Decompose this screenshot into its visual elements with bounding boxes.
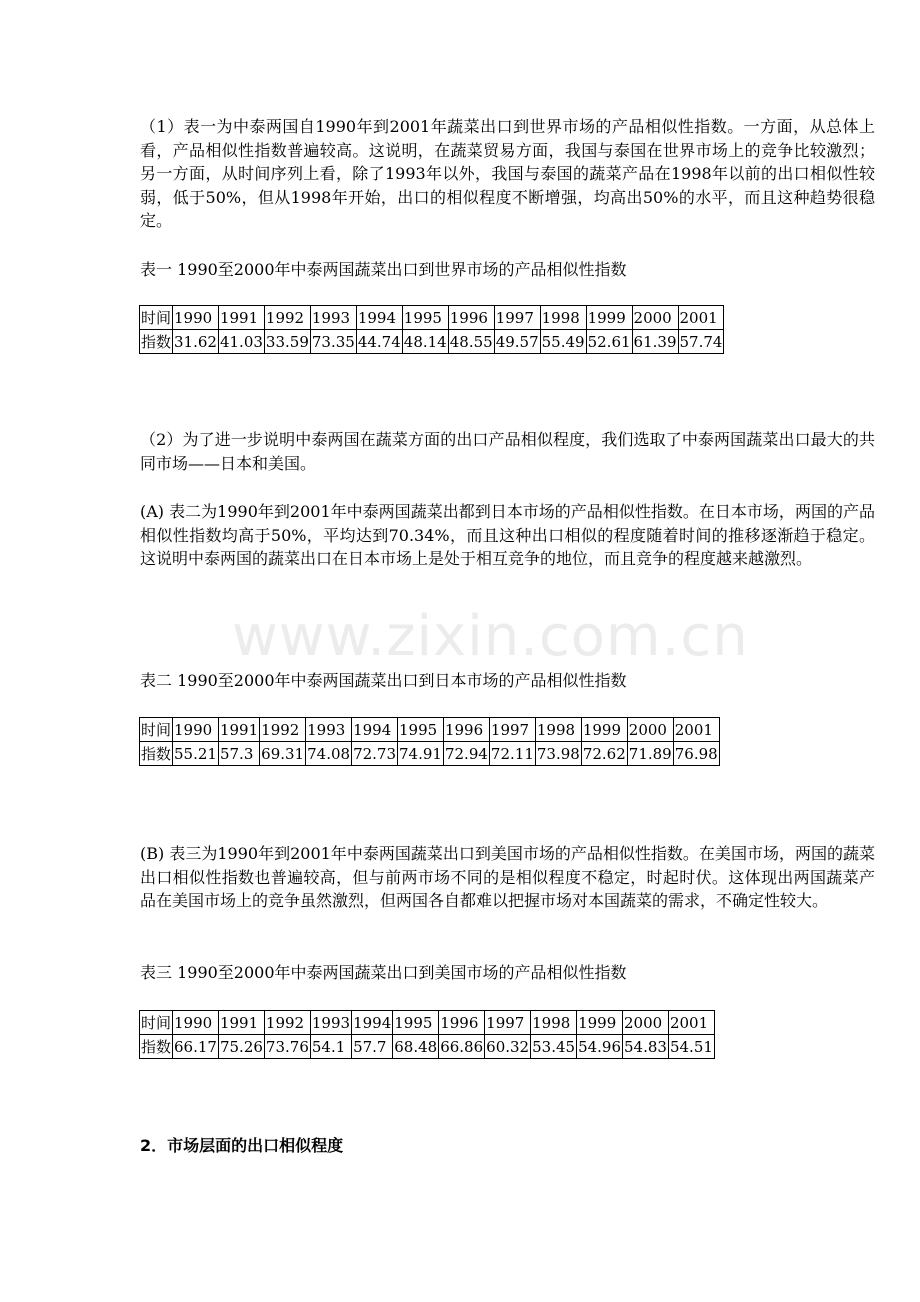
table1-year-cell: 2001 bbox=[678, 306, 724, 330]
table3-year-cell: 1992 bbox=[264, 1011, 310, 1035]
paragraph-1: （1）表一为中泰两国自1990年到2001年蔬菜出口到世界市场的产品相似性指数。一方面，从总体上看，产品相似性指数普遍较高。这说明，在蔬菜贸易方面，我国与泰国在世界市场上的竞争比较激烈；另一方面，从时间序列上看，除了1993年以外，我国与泰国的蔬菜产品在1998年以前的出口相似性较弱，低于50%，但从1998年开始，出口的相似程度不断增强，均高出50%的水平，而且这种趋势很稳定。 bbox=[140, 117, 875, 230]
table2-value-cell: 57.3 bbox=[218, 742, 259, 766]
table2-value-cell: 69.31 bbox=[260, 742, 306, 766]
table2-year-cell: 1994 bbox=[352, 718, 398, 742]
table3-year-cell: 1998 bbox=[531, 1011, 577, 1035]
table1-world-market bbox=[139, 305, 724, 354]
table1-value-cell: 55.49 bbox=[540, 330, 586, 354]
table1-value-cell: 31.62 bbox=[173, 330, 219, 354]
table1-year-cell: 1996 bbox=[448, 306, 494, 330]
table3-value-cell: 66.86 bbox=[439, 1035, 485, 1059]
table2-value-cell: 72.11 bbox=[489, 742, 535, 766]
table1-value-cell: 52.61 bbox=[586, 330, 632, 354]
table2-value-cell: 72.62 bbox=[581, 742, 627, 766]
table3-value-cell: 68.48 bbox=[393, 1035, 439, 1059]
table2-value-cell: 72.94 bbox=[443, 742, 489, 766]
table3-year-cell: 2001 bbox=[668, 1011, 714, 1035]
table2-year-cell: 1996 bbox=[443, 718, 489, 742]
table2-year-cell: 2000 bbox=[627, 718, 673, 742]
table1-year-cell: 1998 bbox=[540, 306, 586, 330]
table1-value-cell: 33.59 bbox=[264, 330, 310, 354]
table1-caption: 表一 1990至2000年中泰两国蔬菜出口到世界市场的产品相似性指数 bbox=[140, 260, 627, 279]
table2-row-index bbox=[140, 742, 720, 766]
table2-year-cell: 1999 bbox=[581, 718, 627, 742]
table1-value-cell: 61.39 bbox=[632, 330, 678, 354]
table3-value-cell: 53.45 bbox=[531, 1035, 577, 1059]
table2-label-index: 指数 bbox=[140, 742, 173, 766]
paragraph-3: (A) 表二为1990年到2001年中泰两国蔬菜出都到日本市场的产品相似性指数。在日本市场，两国的产品相似性指数均高于50%，平均达到70.34%，而且这种出口相似的程度随着时间的推移逐渐趋于稳定。这说明中泰两国的蔬菜出口在日本市场上是处于相互竞争的地位，而且竞争的程度越来越激烈。 bbox=[140, 502, 875, 568]
table3-caption: 表三 1990至2000年中泰两国蔬菜出口到美国市场的产品相似性指数 bbox=[140, 963, 627, 982]
table1-label-time: 时间 bbox=[140, 306, 173, 330]
table1-year-cell: 1990 bbox=[173, 306, 219, 330]
table3-year-cell: 1995 bbox=[393, 1011, 439, 1035]
table1-value-cell: 49.57 bbox=[494, 330, 540, 354]
table2-year-cell: 1993 bbox=[306, 718, 352, 742]
table1-year-cell: 1994 bbox=[356, 306, 402, 330]
table2-year-cell: 1998 bbox=[535, 718, 581, 742]
table3-year-cell: 1999 bbox=[577, 1011, 623, 1035]
table2-year-cell: 2001 bbox=[673, 718, 719, 742]
table2-value-cell: 71.89 bbox=[627, 742, 673, 766]
table2-year-cell: 1990 bbox=[173, 718, 219, 742]
table3-year-cell: 1996 bbox=[439, 1011, 485, 1035]
table1-value-cell: 73.35 bbox=[310, 330, 356, 354]
table1-value-cell: 41.03 bbox=[218, 330, 264, 354]
table3-year-cell: 1994 bbox=[352, 1011, 393, 1035]
table1-row-year bbox=[140, 306, 724, 330]
table1-label-index: 指数 bbox=[140, 330, 173, 354]
table3-year-cell: 2000 bbox=[623, 1011, 669, 1035]
table1-value-cell: 48.55 bbox=[448, 330, 494, 354]
table3-value-cell: 66.17 bbox=[173, 1035, 219, 1059]
table3-value-cell: 57.7 bbox=[352, 1035, 393, 1059]
table2-value-cell: 74.91 bbox=[398, 742, 444, 766]
table3-value-cell: 73.76 bbox=[264, 1035, 310, 1059]
table1-year-cell: 1997 bbox=[494, 306, 540, 330]
table2-row-year bbox=[140, 718, 720, 742]
table2-value-cell: 74.08 bbox=[306, 742, 352, 766]
table2-value-cell: 73.98 bbox=[535, 742, 581, 766]
table3-year-cell: 1997 bbox=[485, 1011, 531, 1035]
table3-year-cell: 1993 bbox=[310, 1011, 351, 1035]
table3-value-cell: 60.32 bbox=[485, 1035, 531, 1059]
watermark: www.zixin.com.cn bbox=[232, 604, 749, 669]
table1-year-cell: 1993 bbox=[310, 306, 356, 330]
table1-value-cell: 57.74 bbox=[678, 330, 724, 354]
table1-year-cell: 1992 bbox=[264, 306, 310, 330]
section-2-title: 2．市场层面的出口相似程度 bbox=[140, 1136, 344, 1155]
table2-caption: 表二 1990至2000年中泰两国蔬菜出口到日本市场的产品相似性指数 bbox=[140, 671, 627, 690]
table2-value-cell: 55.21 bbox=[173, 742, 219, 766]
table3-usa-market bbox=[139, 1010, 715, 1059]
table2-year-cell: 1995 bbox=[398, 718, 444, 742]
table2-value-cell: 72.73 bbox=[352, 742, 398, 766]
table1-year-cell: 2000 bbox=[632, 306, 678, 330]
paragraph-4: (B) 表三为1990年到2001年中泰两国蔬菜出口到美国市场的产品相似性指数。在美国市场，两国的蔬菜出口相似性指数也普遍较高，但与前两市场不同的是相似程度不稳定，时起时伏。这体现出两国蔬菜产品在美国市场上的竞争虽然激烈，但两国各自都难以把握市场对本国蔬菜的需求，不确定性较大。 bbox=[140, 844, 875, 910]
table2-label-time: 时间 bbox=[140, 718, 173, 742]
table3-year-cell: 1990 bbox=[173, 1011, 219, 1035]
table1-row-index bbox=[140, 330, 724, 354]
table2-japan-market bbox=[139, 717, 720, 766]
table3-value-cell: 54.96 bbox=[577, 1035, 623, 1059]
table3-row-year bbox=[140, 1011, 715, 1035]
table2-value-cell: 76.98 bbox=[673, 742, 719, 766]
table2-year-cell: 1992 bbox=[260, 718, 306, 742]
table3-row-index bbox=[140, 1035, 715, 1059]
table1-year-cell: 1991 bbox=[218, 306, 264, 330]
table1-value-cell: 48.14 bbox=[402, 330, 448, 354]
table1-year-cell: 1995 bbox=[402, 306, 448, 330]
table3-label-time: 时间 bbox=[140, 1011, 173, 1035]
table1-year-cell: 1999 bbox=[586, 306, 632, 330]
table3-label-index: 指数 bbox=[140, 1035, 173, 1059]
table3-value-cell: 54.51 bbox=[668, 1035, 714, 1059]
table3-value-cell: 75.26 bbox=[218, 1035, 264, 1059]
paragraph-2: （2）为了进一步说明中泰两国在蔬菜方面的出口产品相似程度，我们选取了中泰两国蔬菜出口最大的共同市场——日本和美国。 bbox=[140, 430, 875, 473]
table2-year-cell: 1997 bbox=[489, 718, 535, 742]
table3-value-cell: 54.83 bbox=[623, 1035, 669, 1059]
table3-year-cell: 1991 bbox=[218, 1011, 264, 1035]
table2-year-cell: 1991 bbox=[218, 718, 259, 742]
table3-value-cell: 54.1 bbox=[310, 1035, 351, 1059]
table1-value-cell: 44.74 bbox=[356, 330, 402, 354]
